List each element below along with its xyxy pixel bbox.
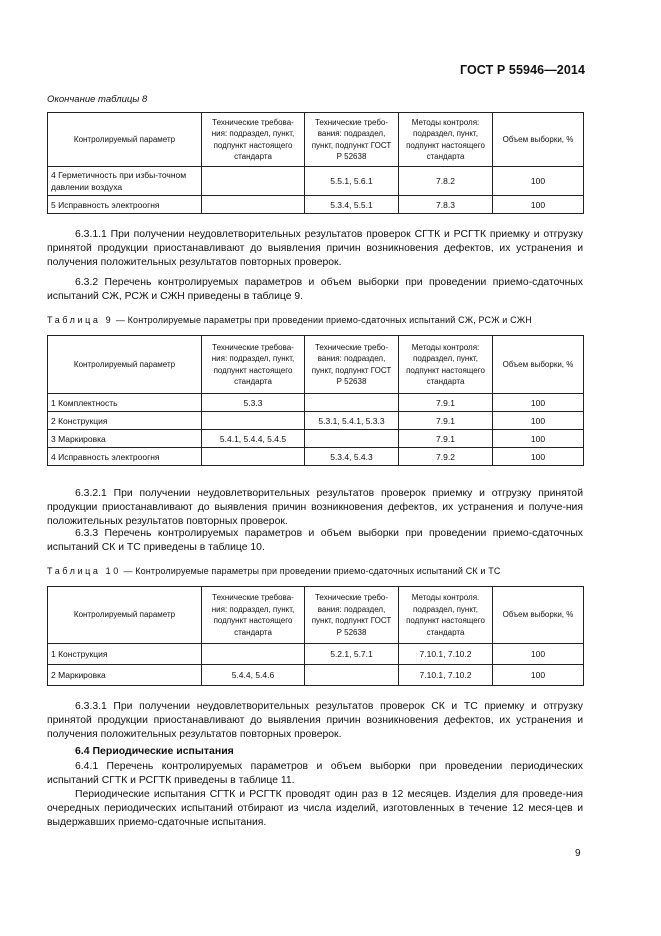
table-header-row: [48, 113, 584, 167]
table8: [47, 112, 584, 214]
table-cell: [305, 665, 399, 686]
header-cell: Объем выборки, %: [493, 336, 584, 394]
document-header: ГОСТ Р 55946—2014: [459, 63, 585, 77]
table-cell: 7.9.1: [399, 430, 493, 448]
table-header-row: [48, 587, 584, 644]
table9-caption: [47, 315, 532, 325]
table-cell: 5.3.4, 5.4.3: [305, 448, 399, 466]
header-cell: Объем выборки, %: [493, 587, 584, 644]
table-row: [48, 644, 584, 665]
table-cell: 5.4.1, 5.4.4, 5.4.5: [202, 430, 305, 448]
table-cell: [305, 430, 399, 448]
table-cell: [202, 644, 305, 665]
table10-caption-text: — Контролируемые параметры при проведении приемо-сдаточных испытаний СК и ТС: [120, 566, 501, 576]
table-cell: [202, 448, 305, 466]
table-cell: 4 Герметичность при избы-точном давлении воздуха: [48, 167, 202, 196]
table-cell: 3 Маркировка: [48, 430, 202, 448]
table-cell: 5.4.4, 5.4.6: [202, 665, 305, 686]
table-cell: [202, 412, 305, 430]
table-cell: 1 Конструкция: [48, 644, 202, 665]
header-cell: Контролируемый параметр: [48, 113, 202, 167]
table-cell: 7.9.1: [399, 412, 493, 430]
page-number: 9: [575, 848, 581, 859]
table-cell: 100: [493, 412, 584, 430]
paragraph-6-4-1: 6.4.1 Перечень контролируемых параметров и объем выборки при проведении периодических испытаний СГТК и РСГТК приведены в таблице 11.: [47, 761, 583, 787]
table9: [47, 335, 584, 466]
table-cell: 100: [493, 167, 584, 196]
paragraph-6-3-3: 6.3.3 Перечень контролируемых параметров и объем выборки при проведении приемо-сдаточных испытаний СК и ТС приведены в таблице 10.: [47, 528, 583, 554]
table-cell: 5.5.1, 5.6.1: [305, 167, 399, 196]
paragraph-6-3-1-1: 6.3.1.1 При получении неудовлетворительных результатов проверок СГТК и РСГТК приемку и отгрузку принятой продукции приостанавливают до выявления причин возникновения дефектов, их устранения и получения положительных результатов повторных проверок.: [47, 229, 583, 269]
table-cell: 7.10.1, 7.10.2: [399, 665, 493, 686]
header-cell: Технические требо-вания: подраздел, пункт, подпункт ГОСТ Р 52638: [305, 336, 399, 394]
table-cell: 100: [493, 430, 584, 448]
table-cell: 100: [493, 644, 584, 665]
header-cell: Технические требова-ния: подраздел, пункт, подпункт настоящего стандарта: [202, 113, 305, 167]
table-cell: [305, 394, 399, 412]
table-cell: 7.8.2: [399, 167, 493, 196]
table-row: [48, 394, 584, 412]
table-cell: 2 Маркировка: [48, 665, 202, 686]
table-cell: 4 Исправность электроогня: [48, 448, 202, 466]
table10-caption-label: Таблица 10: [47, 566, 121, 576]
table-cell: 5 Исправность электроогня: [48, 196, 202, 214]
header-cell: Методы контроля. подраздел, пункт, подпункт настоящего стандарта: [399, 587, 493, 644]
table-cell: [202, 196, 305, 214]
paragraph-periodic: Периодические испытания СГТК и РСГТК проводят один раз в 12 месяцев. Изделия для проведе-ния очередных периодических испытаний отбирают из числа изделий, изготовленных в течение 12 меся-цев и выдержавших приемо-сдаточные испытания.: [47, 789, 583, 829]
table-cell: 1 Комплектность: [48, 394, 202, 412]
header-cell: Объем выборки, %: [493, 113, 584, 167]
table-row: [48, 448, 584, 466]
table-cell: 7.9.2: [399, 448, 493, 466]
table-cell: 100: [493, 448, 584, 466]
table-cell: 5.3.4, 5.5.1: [305, 196, 399, 214]
table-cell: 100: [493, 665, 584, 686]
paragraph-6-3-2-1: 6.3.2.1 При получении неудовлетворительных результатов проверок приемку и отгрузку принятой продукции приостанавливают до выявления причин возникновения дефектов, их устранения и получе-ния положительных результатов повторных проверок.: [47, 488, 583, 528]
header-cell: Методы контроля: подраздел, пункт, подпункт настоящего стандарта: [399, 113, 493, 167]
paragraph-6-3-3-1: 6.3.3.1 При получении неудовлетворительных результатов проверок СК и ТС приемку и отгрузку принятой продукции приостанавливают до выявления причин возникновения дефектов, их устранения и получения положительных результатов повторных проверок.: [47, 701, 583, 741]
table9-caption-label: Таблица 9: [47, 315, 114, 325]
header-cell: Технические требова-ния: подраздел, пункт, подпункт настоящего стандарта: [202, 587, 305, 644]
table-cell: 5.3.1, 5.4.1, 5.3.3: [305, 412, 399, 430]
header-cell: Методы контроля: подраздел, пункт, подпункт настоящего стандарта: [399, 336, 493, 394]
table-cell: 100: [493, 196, 584, 214]
table-row: [48, 167, 584, 196]
table-row: [48, 196, 584, 214]
table-cell: 7.8.3: [399, 196, 493, 214]
table10-caption: [47, 566, 501, 576]
header-cell: Контролируемый параметр: [48, 587, 202, 644]
table-row: [48, 412, 584, 430]
table10: [47, 586, 584, 686]
header-cell: Технические требо-вания: подраздел, пункт, подпункт ГОСТ Р 52638: [305, 113, 399, 167]
section-heading-6-4: 6.4 Периодические испытания: [75, 745, 234, 757]
table-header-row: [48, 336, 584, 394]
table-row: [48, 430, 584, 448]
table-cell: 100: [493, 394, 584, 412]
table-cell: 2 Конструкция: [48, 412, 202, 430]
paragraph-6-3-2: 6.3.2 Перечень контролируемых параметров и объем выборки при проведении приемо-сдаточных испытаний СЖ, РСЖ и СЖН приведены в таблице 9.: [47, 277, 583, 303]
table-row: [48, 665, 584, 686]
table-cell: [202, 167, 305, 196]
table-cell: 7.9.1: [399, 394, 493, 412]
table9-caption-text: — Контролируемые параметры при проведении приемо-сдаточных испытаний СЖ, РСЖ и СЖН: [113, 315, 532, 325]
table8-caption: Окончание таблицы 8: [47, 94, 148, 105]
header-cell: Контролируемый параметр: [48, 336, 202, 394]
table-cell: 5.2.1, 5.7.1: [305, 644, 399, 665]
table-cell: 7.10.1, 7.10.2: [399, 644, 493, 665]
header-cell: Технические требова-ния: подраздел, пункт, подпункт настоящего стандарта: [202, 336, 305, 394]
table-cell: 5.3.3: [202, 394, 305, 412]
header-cell: Технические требо-вания: подраздел, пункт, подпункт ГОСТ Р 52638: [305, 587, 399, 644]
